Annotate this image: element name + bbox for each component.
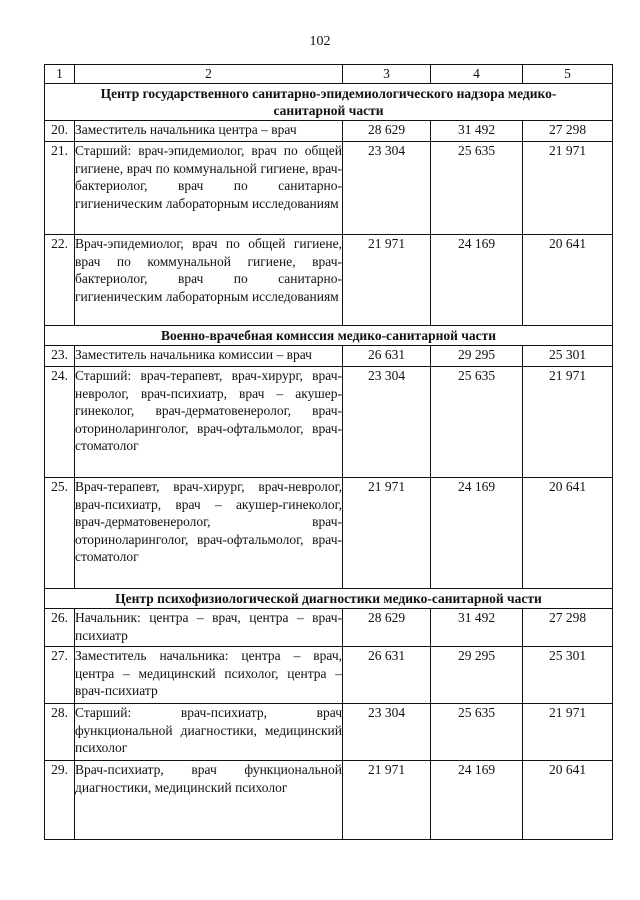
value-col4: 31 492 [431,609,523,647]
table-row [45,478,613,589]
row-number: 23. [45,346,75,367]
value-col4: 24 169 [431,761,523,840]
row-number: 27. [45,647,75,704]
value-col4: 31 492 [431,121,523,142]
value-col5: 21 971 [523,367,613,478]
table-row [45,761,613,840]
position-name: Старший: врач-терапевт, врач-хирург, врач-невролог, врач-психиатр, врач – акушер-гинеколог, врач-дерматовенеролог, врач-оториноларинголог, врач-офтальмолог, врач-стоматолог [75,367,343,478]
section-header [45,84,613,121]
value-col3: 26 631 [343,647,431,704]
column-number-5: 5 [523,65,613,84]
position-name: Старший: врач-психиатр, врач функциональной диагностики, медицинский психолог [75,704,343,761]
position-name: Начальник: центра – врач, центра – врач-психиатр [75,609,343,647]
column-number-4: 4 [431,65,523,84]
table-row [45,121,613,142]
value-col3: 28 629 [343,609,431,647]
value-col4: 25 635 [431,142,523,235]
row-number: 24. [45,367,75,478]
position-name: Врач-эпидемиолог, врач по общей гигиене, врач по коммунальной гигиене, врач-бактериолог, врач по санитарно-гигиеническим лабораторным исследованиям [75,235,343,326]
value-col3: 21 971 [343,761,431,840]
position-name: Заместитель начальника комиссии – врач [75,346,343,367]
row-number: 25. [45,478,75,589]
position-name: Врач-терапевт, врач-хирург, врач-невролог, врач-психиатр, врач – акушер-гинеколог, врач-дерматовенеролог, врач-оториноларинголог, врач-офтальмолог, врач-стоматолог [75,478,343,589]
value-col3: 21 971 [343,478,431,589]
position-name: Старший: врач-эпидемиолог, врач по общей гигиене, врач по коммунальной гигиене, врач-бактериолог, врач по санитарно-гигиеническим лабораторным исследованиям [75,142,343,235]
table-row [45,346,613,367]
table-header-row [45,65,613,84]
value-col5: 21 971 [523,142,613,235]
row-number: 26. [45,609,75,647]
table-row [45,647,613,704]
section-title: Военно-врачебная комиссия медико-санитарной части [45,326,613,346]
column-number-1: 1 [45,65,75,84]
salary-table [44,64,613,840]
position-name: Врач-психиатр, врач функциональной диагностики, медицинский психолог [75,761,343,840]
value-col5: 20 641 [523,478,613,589]
position-name: Заместитель начальника: центра – врач, центра – медицинский психолог, центра – врач-психиатр [75,647,343,704]
value-col3: 23 304 [343,142,431,235]
value-col5: 27 298 [523,609,613,647]
value-col4: 25 635 [431,704,523,761]
value-col4: 24 169 [431,235,523,326]
value-col3: 21 971 [343,235,431,326]
table-row [45,609,613,647]
column-number-3: 3 [343,65,431,84]
value-col5: 21 971 [523,704,613,761]
value-col4: 29 295 [431,647,523,704]
value-col4: 25 635 [431,367,523,478]
value-col3: 26 631 [343,346,431,367]
section-header [45,589,613,609]
table-row [45,367,613,478]
value-col3: 23 304 [343,367,431,478]
table-row [45,704,613,761]
value-col4: 24 169 [431,478,523,589]
section-title: Центр психофизиологической диагностики медико-санитарной части [45,589,613,609]
value-col5: 27 298 [523,121,613,142]
row-number: 20. [45,121,75,142]
row-number: 29. [45,761,75,840]
value-col5: 20 641 [523,235,613,326]
value-col4: 29 295 [431,346,523,367]
value-col3: 28 629 [343,121,431,142]
row-number: 28. [45,704,75,761]
value-col5: 25 301 [523,346,613,367]
value-col3: 23 304 [343,704,431,761]
row-number: 22. [45,235,75,326]
section-title: Центр государственного санитарно-эпидемиологического надзора медико-санитарной части [45,84,613,121]
value-col5: 20 641 [523,761,613,840]
table-row [45,142,613,235]
column-number-2: 2 [75,65,343,84]
section-header [45,326,613,346]
page-number: 102 [309,34,331,49]
value-col5: 25 301 [523,647,613,704]
table-row [45,235,613,326]
position-name: Заместитель начальника центра – врач [75,121,343,142]
row-number: 21. [45,142,75,235]
